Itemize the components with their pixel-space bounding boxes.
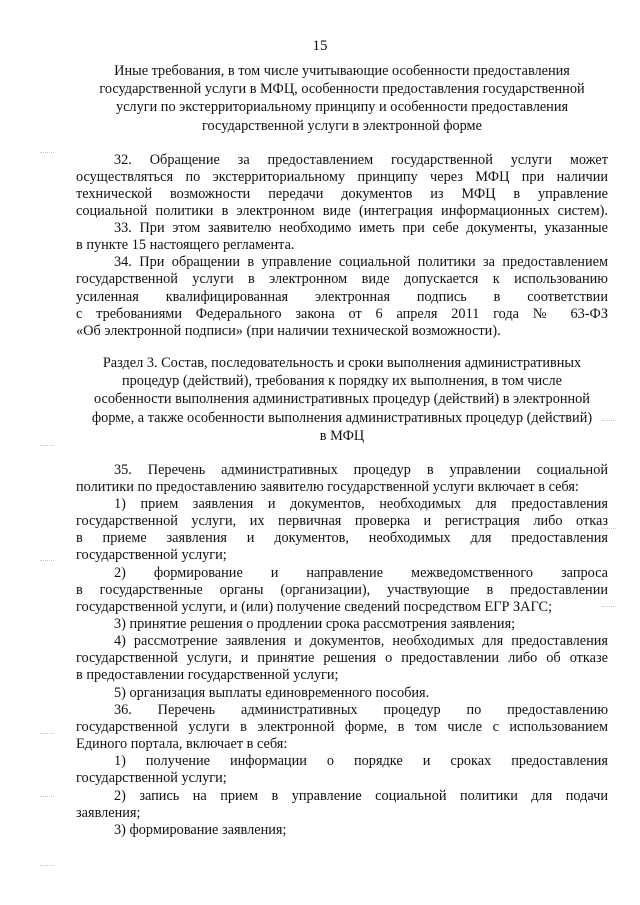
list-item-line: государственной услуги; (76, 770, 227, 786)
list-item-line: государственной услуги, и принятие решения о предоставлении либо об отказе (76, 650, 608, 666)
paragraph-line: усиленная квалифицированная электронная подпись в соответствии (76, 289, 608, 305)
list-item-line: 3) формирование заявления; (114, 822, 287, 838)
list-item-line: 5) организация выплаты единовременного пособия. (114, 685, 430, 701)
paragraph-line: 33. При этом заявителю необходимо иметь при себе документы, указанные (114, 220, 608, 236)
list-item-line: государственной услуги; (76, 547, 227, 563)
paragraph-line: 35. Перечень административных процедур в управлении социальной (114, 462, 608, 478)
section-heading-other-requirements (76, 62, 608, 135)
paragraph-line: технической возможности передачи документов из МФЦ в управление (76, 186, 608, 202)
list-item-line: в государственные органы (организации), участвующие в предоставлении (76, 582, 608, 598)
list-item-line: заявления; (76, 805, 141, 821)
scan-mark (40, 733, 54, 738)
scan-mark (40, 560, 54, 565)
scan-mark (40, 796, 54, 801)
paragraph-line: Единого портала, включает в себя: (76, 736, 288, 752)
paragraph-line: социальной политики в электронном виде (интеграция информационных систем). (76, 203, 608, 219)
list-item-line: государственной услуги, и (или) получение сведений посредством ЕГР ЗАГС; (76, 599, 553, 615)
paragraph-line: «Об электронной подписи» (при наличии технической возможности). (76, 323, 501, 339)
paragraph-line: 34. При обращении в управление социальной политики за предоставлением (114, 254, 608, 270)
scan-mark (602, 606, 616, 611)
paragraph-line: с требованиями Федерального закона от 6 апреля 2011 года № 63-ФЗ (76, 306, 608, 322)
heading-line: процедур (действий), требования к порядку их выполнения, в том числе (121, 373, 563, 390)
paragraph-line: политики по предоставлению заявителю государственной услуги включает в себя: (76, 479, 579, 495)
heading-line: государственной услуги в МФЦ, особенности предоставления государственной (99, 81, 585, 98)
scan-mark (40, 445, 54, 450)
list-item-line: в предоставлении государственной услуги; (76, 667, 339, 683)
heading-line: государственной услуги в электронной форме (202, 117, 482, 134)
paragraph-line: осуществляться по экстерриториальному принципу через МФЦ при наличии (76, 169, 608, 185)
scan-mark (602, 420, 616, 425)
heading-line: услуги по экстерриториальному принципу и особенности предоставления (115, 99, 569, 116)
scan-mark (602, 528, 616, 533)
heading-line: особенности выполнения административных процедур (действий) в электронной (94, 391, 590, 408)
scan-mark (40, 865, 54, 870)
list-item-line: в приеме заявления и документов, необходимых для предоставления (76, 530, 608, 546)
heading-line: Иные требования, в том числе учитывающие особенности предоставления (114, 63, 570, 79)
paragraph-line: 36. Перечень административных процедур по предоставлению (114, 702, 608, 718)
list-item-line: 1) прием заявления и документов, необходимых для предоставления (114, 496, 608, 512)
paragraph-line: государственной услуги в электронной форме, в том числе с использованием (76, 719, 608, 735)
paragraph-line: 32. Обращение за предоставлением государственной услуги может (114, 152, 608, 168)
page-number: 15 (312, 38, 328, 54)
list-item-line: 2) формирование и направление межведомственного запроса (114, 565, 608, 581)
list-item-line: 3) принятие решения о продлении срока рассмотрения заявления; (114, 616, 516, 632)
paragraph-line: государственной услуги в электронном виде допускается к использованию (76, 271, 608, 287)
heading-line: Раздел 3. Состав, последовательность и сроки выполнения административных (102, 355, 582, 371)
list-item-line: 4) рассмотрение заявления и документов, необходимых для предоставления (114, 633, 608, 649)
heading-line: форме, а также особенности выполнения административных процедур (действий) (91, 409, 593, 426)
heading-line: в МФЦ (319, 427, 365, 444)
paragraph-line: в пункте 15 настоящего регламента. (76, 237, 295, 253)
list-item-line: 1) получение информации о порядке и сроках предоставления (114, 753, 608, 769)
list-item-line: государственной услуги, их первичная проверка и регистрация либо отказ (76, 513, 608, 529)
list-item-line: 2) запись на прием в управление социальной политики для подачи (114, 788, 608, 804)
section-heading-section-3 (76, 354, 608, 445)
scan-mark (40, 152, 54, 157)
